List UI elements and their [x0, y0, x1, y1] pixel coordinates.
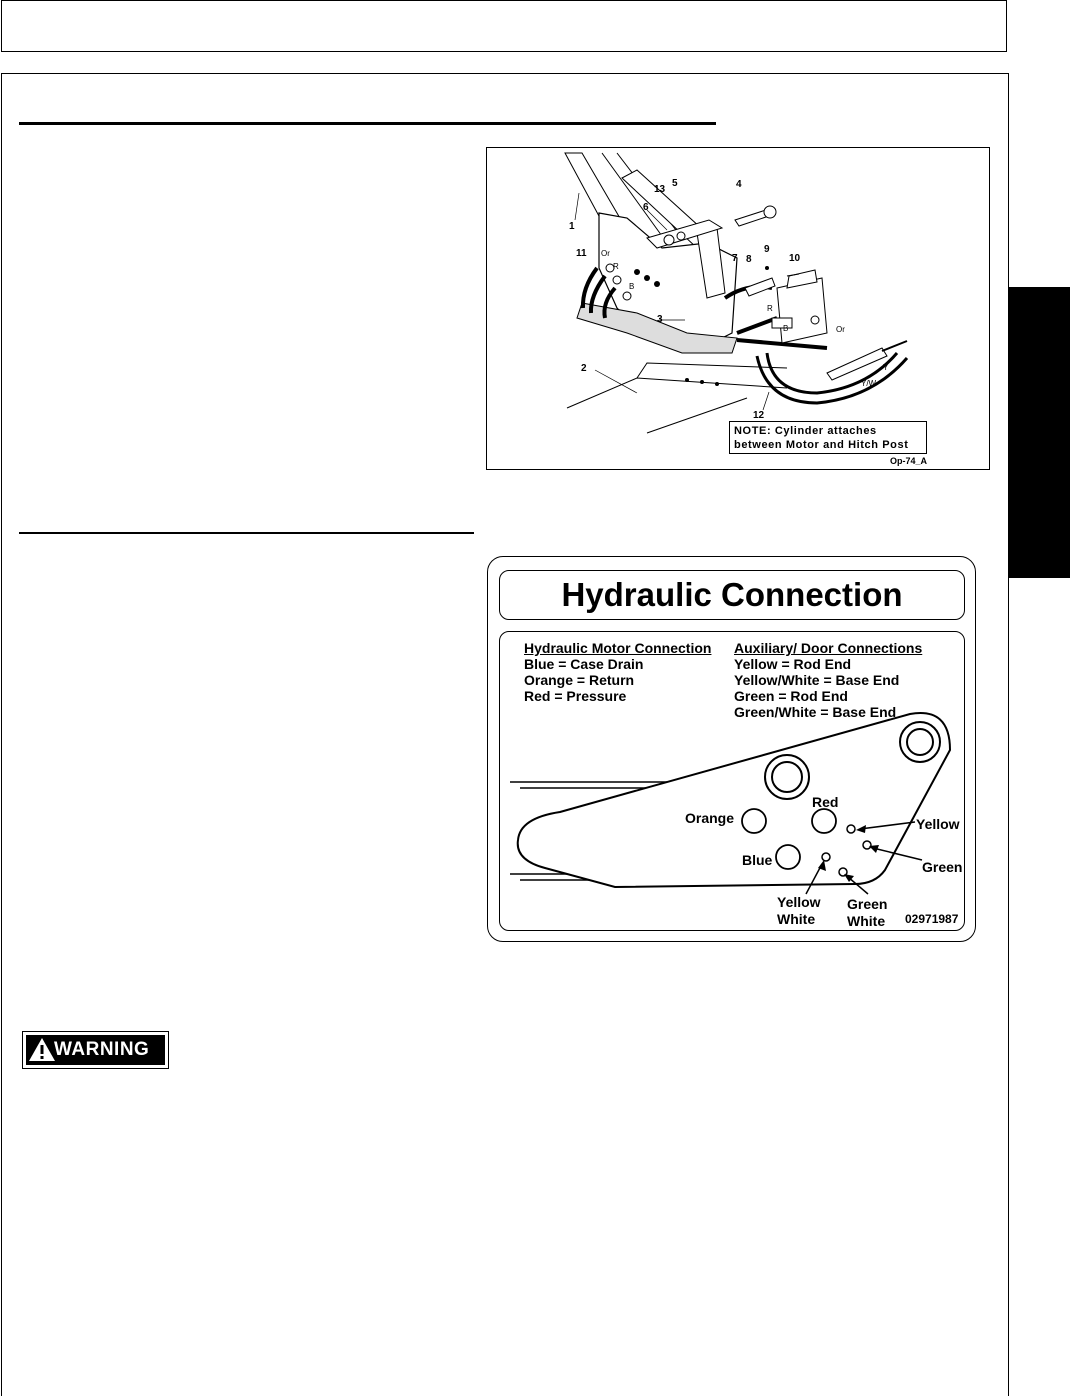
orange-port-label: Orange [685, 810, 735, 826]
yellow-port [847, 825, 855, 833]
hose-label-r-right: R [767, 304, 773, 313]
callout-11: 11 [576, 248, 587, 259]
yellow-white-port [822, 853, 830, 861]
callout-9: 9 [764, 244, 770, 255]
callout-5: 5 [672, 178, 678, 189]
motor-legend [524, 640, 711, 704]
warning-triangle-icon [27, 1035, 57, 1065]
decal-body [499, 631, 965, 931]
cylinder-note: NOTE: Cylinder attaches between Motor and Hitch Post [729, 421, 927, 454]
motor-legend-line: Blue = Case Drain [524, 656, 644, 672]
hose-label-or-right: Or [836, 325, 845, 334]
page-header-box [1, 0, 1007, 52]
motor-legend-line: Orange = Return [524, 672, 635, 688]
callout-8: 8 [746, 254, 752, 265]
hose-label-or-left: Or [601, 249, 610, 258]
blue-port [776, 845, 800, 869]
section-rule-middle [19, 532, 474, 534]
motor-legend-heading: Hydraulic Motor Connection [524, 640, 712, 656]
callout-7: 7 [732, 253, 738, 264]
callout-3: 3 [657, 314, 663, 325]
aux-legend-heading: Auxiliary/ Door Connections [734, 640, 923, 656]
callout-6: 6 [643, 202, 649, 213]
orange-port [742, 809, 766, 833]
callout-12: 12 [753, 410, 765, 421]
callout-10: 10 [789, 253, 801, 264]
callout-2: 2 [581, 363, 587, 374]
hose-label-r-left: R [613, 262, 619, 271]
green-port [863, 841, 871, 849]
yellow-white-label-2: White [777, 911, 816, 927]
callout-13: 13 [654, 184, 666, 195]
decal-title: Hydraulic Connection [499, 570, 965, 620]
aux-legend-line: Green = Rod End [734, 688, 848, 704]
hydraulic-connection-decal [487, 556, 976, 942]
warning-badge [22, 1031, 169, 1069]
green-white-label-1: Green [847, 896, 888, 912]
section-tab [1009, 287, 1070, 578]
aux-legend [734, 640, 922, 720]
blue-port-label: Blue [742, 852, 773, 868]
motor-legend-line: Red = Pressure [524, 688, 627, 704]
decal-part-number: 02971987 [905, 912, 959, 926]
figure-id: Op-74_A [889, 456, 927, 466]
hose-label-yw: Y/W [861, 379, 877, 388]
hose-label-b-left: B [629, 282, 635, 291]
callout-1: 1 [569, 221, 575, 232]
callout-4: 4 [736, 179, 742, 190]
aux-legend-line: Yellow = Rod End [734, 656, 852, 672]
hose-routing-figure [486, 147, 990, 470]
green-white-label-2: White [847, 913, 886, 929]
red-port-label: Red [812, 794, 839, 810]
aux-legend-line: Green/White = Base End [734, 704, 897, 720]
green-port-label: Green [922, 859, 963, 875]
aux-legend-line: Yellow/White = Base End [734, 672, 900, 688]
section-rule-top [19, 122, 716, 125]
yellow-white-label-1: Yellow [777, 894, 821, 910]
warning-label: WARNING [26, 1035, 165, 1065]
yellow-port-label: Yellow [916, 816, 960, 832]
hose-label-b-right: B [783, 324, 789, 333]
red-port [812, 809, 836, 833]
hose-label-y: Y [883, 363, 889, 372]
